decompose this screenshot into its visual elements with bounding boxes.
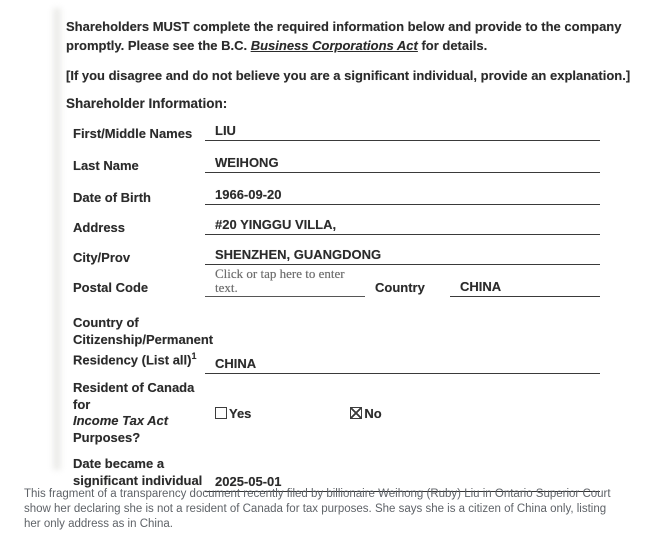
yes-checkbox-option[interactable] — [215, 406, 251, 421]
citizenship-value: CHINA — [205, 357, 600, 374]
field-label: Date of Birth — [73, 190, 151, 205]
significant-date-value: 2025-05-01 — [205, 475, 600, 492]
field-label: Last Name — [73, 158, 139, 173]
caption-line-3: her only address as in China. — [24, 518, 173, 530]
field-label — [73, 380, 205, 446]
citizenship-label-line-1: Country of — [73, 315, 139, 330]
caption-line-1: This fragment of a transparency document recently filed by billionaire Weihong (Ruby) Liu in Ontario Superior Court — [24, 488, 611, 500]
intro-line-1: Shareholders MUST complete the required information below and provide to the company — [66, 19, 622, 34]
form-field-row-date-of-birth — [73, 187, 600, 205]
field-label: Postal Code — [73, 280, 149, 295]
caption-line-2: show her declaring she is not a resident of Canada for tax purposes. She says she is a citizen of China only, listing — [24, 503, 607, 515]
intro-paragraph — [66, 18, 622, 55]
field-value: SHENZHEN, GUANGDONG — [205, 247, 600, 265]
field-value: LIU — [205, 123, 600, 141]
significant-date-label-line-1: Date became a — [73, 456, 165, 471]
disagree-disclaimer: [If you disagree and do not believe you are a significant individual, provide an explanation.] — [66, 68, 631, 83]
no-option-label: No — [364, 405, 382, 421]
citizenship-label-line-3: Residency (List all) — [73, 352, 192, 368]
shareholder-information-heading: Shareholder Information: — [66, 96, 228, 111]
field-value: WEIHONG — [205, 155, 600, 173]
resident-label-line-1: Resident of Canada for — [73, 380, 195, 412]
field-value: 1966-09-20 — [205, 187, 600, 205]
form-fields — [73, 123, 600, 492]
resident-label-line-2: Income Tax Act — [73, 413, 169, 428]
form-field-row-first-middle-names — [73, 123, 600, 141]
intro-line-2-pre: promptly. Please see the B.C. — [66, 37, 251, 53]
field-label: Address — [73, 220, 126, 235]
checkbox-unchecked-icon — [215, 407, 227, 419]
resident-options — [205, 406, 600, 421]
field-label: City/Prov — [73, 250, 131, 265]
yes-option-label: Yes — [229, 405, 252, 421]
form-field-row-citizenship — [73, 315, 600, 374]
country-label: Country — [375, 280, 425, 295]
country-value: CHINA — [450, 279, 600, 297]
footnote-marker: 1 — [191, 351, 197, 361]
form-field-row-resident-of-canada — [73, 380, 600, 446]
field-label — [73, 456, 205, 489]
field-label — [73, 315, 214, 369]
form-field-row-postal-code — [73, 267, 600, 297]
image-caption — [24, 487, 654, 532]
significant-date-label-line-2: significant individual — [73, 472, 203, 488]
citizenship-label-line-2: Citizenship/Permanent — [73, 331, 214, 347]
form-field-row-address — [73, 217, 600, 235]
postal-code-placeholder[interactable]: Click or tap here to enter text. — [205, 267, 365, 297]
field-label: First/Middle Names — [73, 126, 193, 141]
form-field-row-city-prov — [73, 247, 600, 265]
no-checkbox-option[interactable] — [350, 406, 381, 421]
intro-line-2-post: for details. — [417, 37, 488, 53]
field-value: #20 YINGGU VILLA, — [205, 217, 600, 235]
checkbox-checked-icon — [350, 407, 362, 419]
business-corporations-act-link[interactable]: Business Corporations Act — [250, 37, 418, 53]
resident-label-line-3: Purposes? — [73, 429, 141, 445]
form-field-row-last-name — [73, 155, 600, 173]
